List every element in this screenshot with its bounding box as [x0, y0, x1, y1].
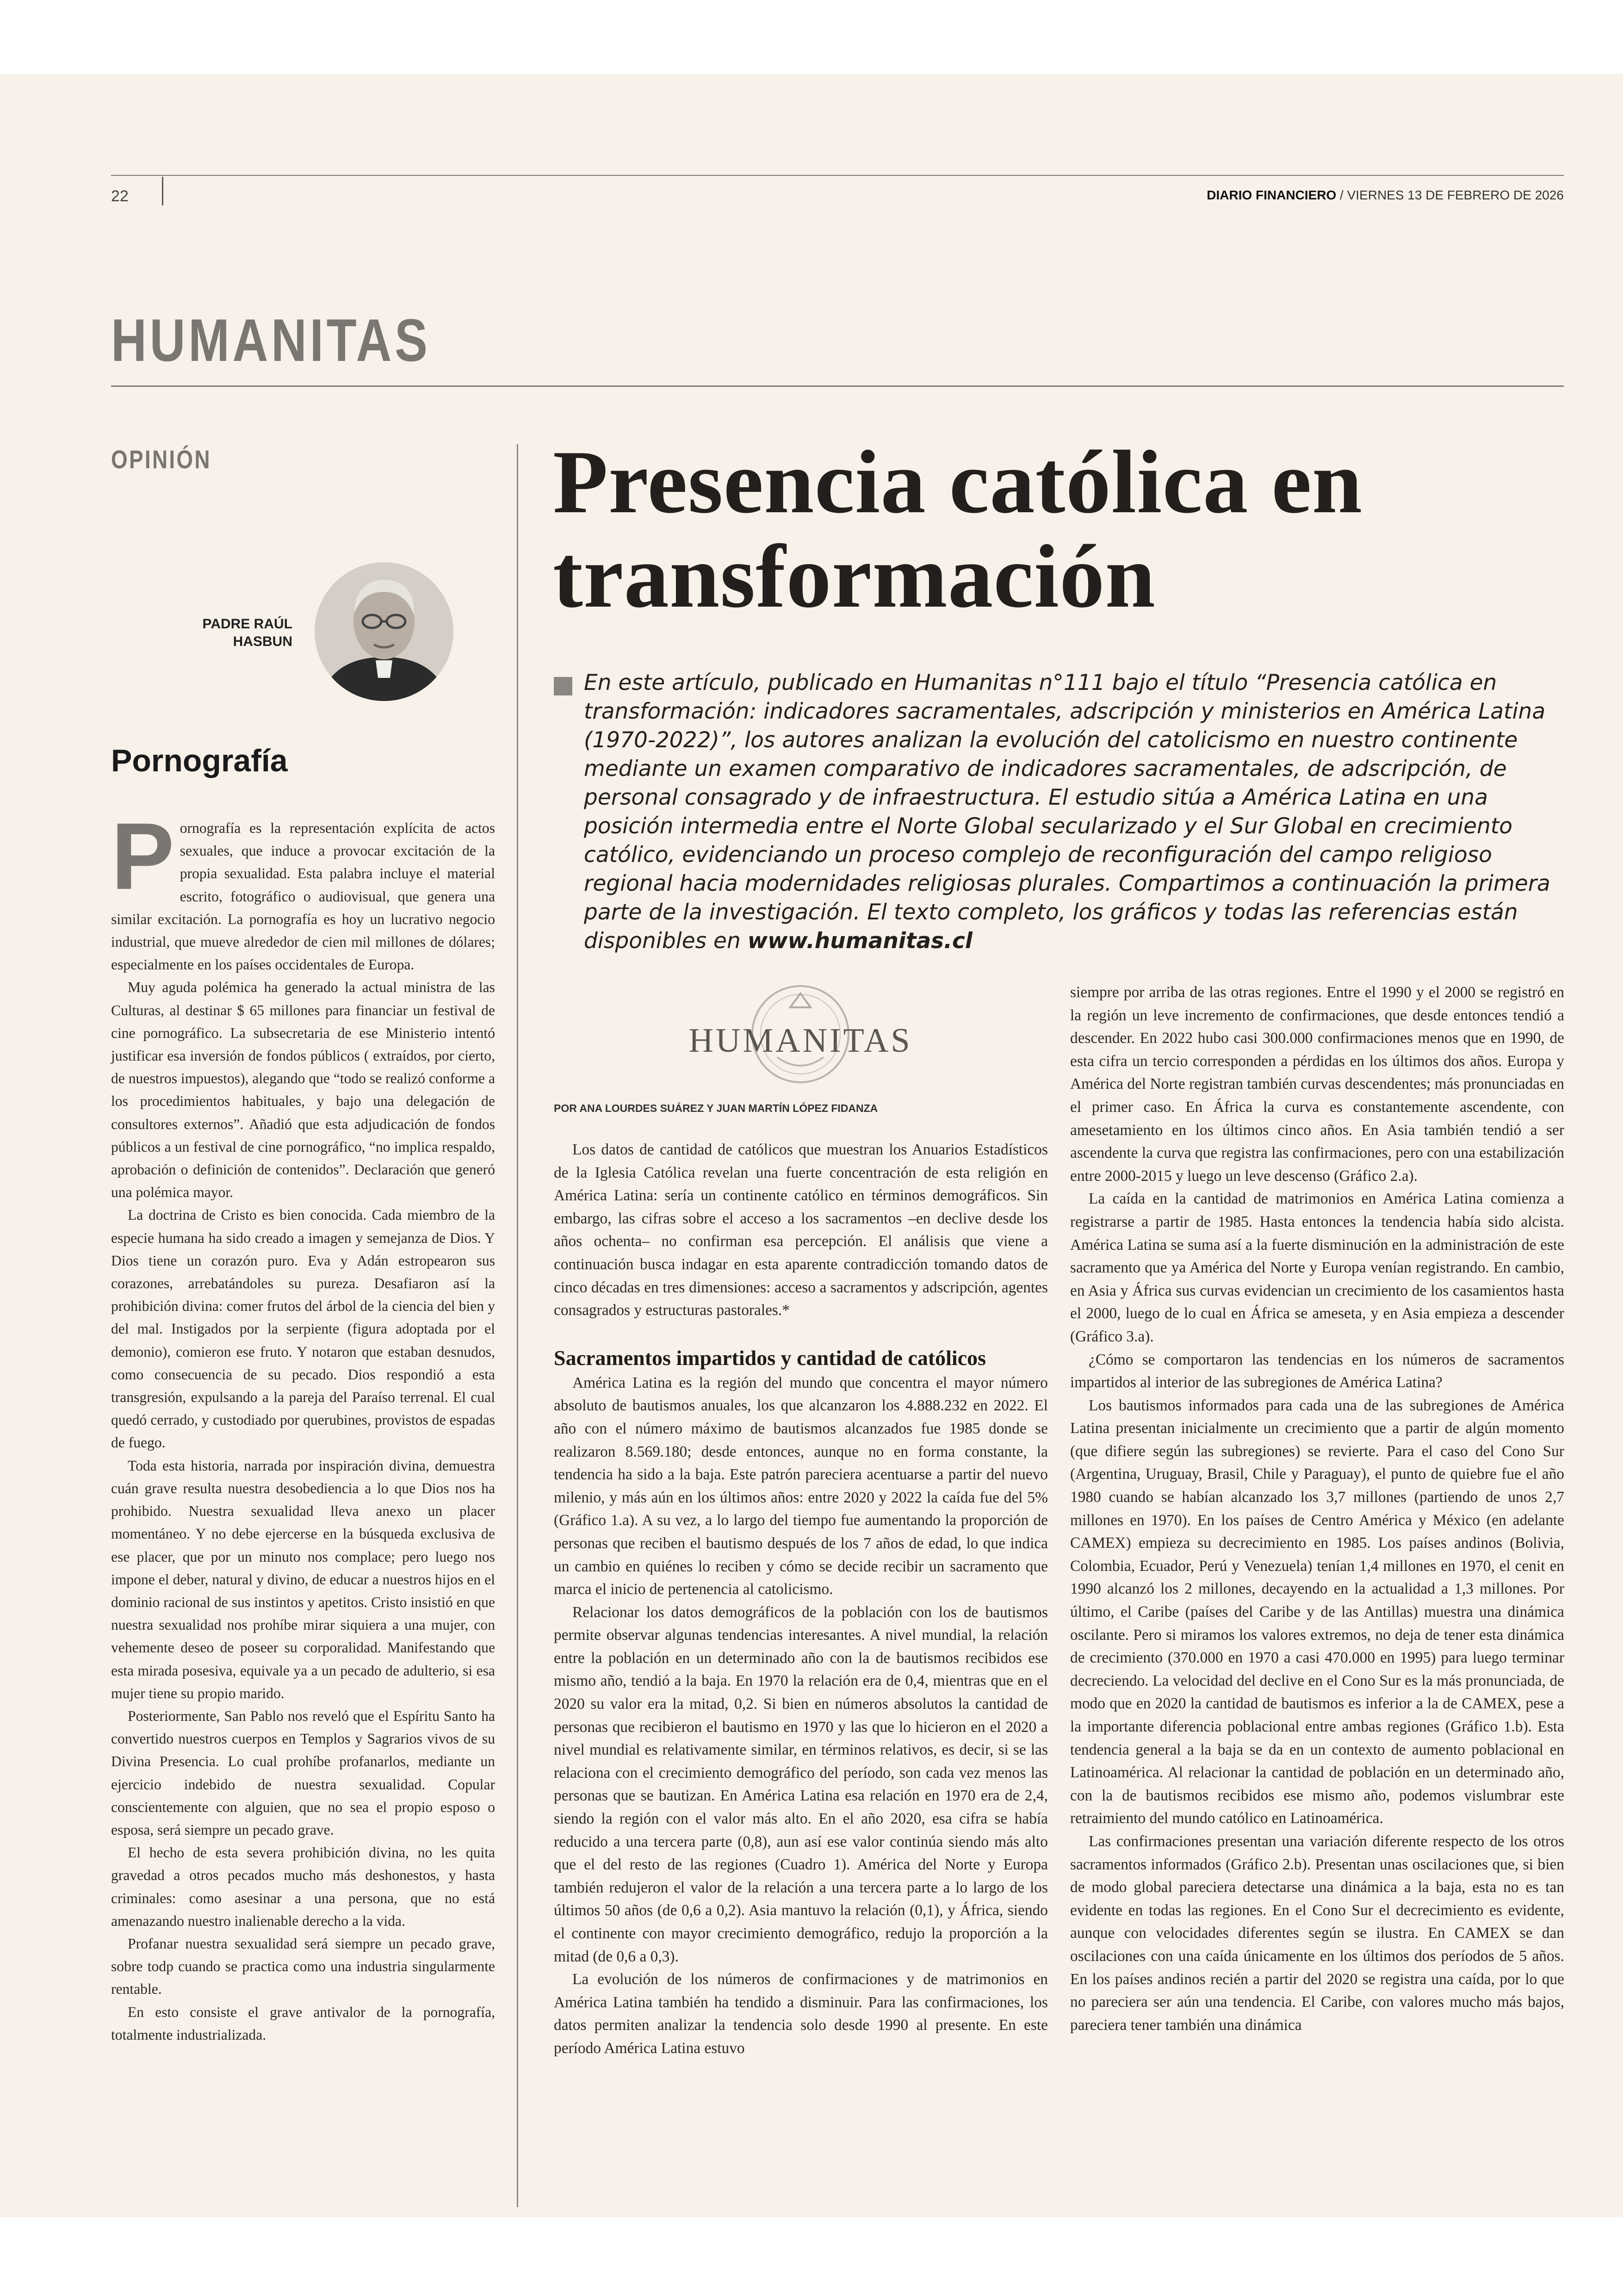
article-title: Presencia católica en transformación [553, 432, 1363, 627]
column-divider [517, 444, 518, 2207]
lead-bullet-square [554, 677, 572, 695]
article-paragraph: La evolución de los números de confirmaciones y de matrimonios en América Latina también ha tendido a disminuir. Para las confirmaciones, los datos permiten analizar la tendencia solo desde 1990 al presente. En este período América Latina estuvo [554, 1971, 1048, 2057]
article-paragraph: Las confirmaciones presentan una variación diferente respecto de los otros sacramentos informados (Gráfico 2.b). Presentan unas oscilaciones que, si bien de modo global pareciera detectarse una dinámica a la baja, esta no es tan evidente en todas las regiones. En el Cono Sur el decrecimiento es evidente, aunque con velocidades diferentes según se ilustra. En CAMEX se dan oscilaciones con una caída únicamente en los últimos dos períodos de 5 años. En los países andinos recién a partir del 2020 se registra una caída, por lo que no pareciera ser aún una tendencia. El Caribe, con valores mucho más bajos, pareciera tener también una dinámica [1070, 1832, 1564, 2034]
opinion-paragraph: Muy aguda polémica ha generado la actual ministra de las Culturas, al destinar $ 65 millones para financiar un festival de cine pornográfico. La subsecretaria de ese Ministerio intentó justificar esa inversión de fondos públicos ( extraídos, por cierto, de nuestros impuestos), alegando que “todo se realizó conforme a los procedimientos habituales, y bajo una delegación de consultores externos”. Añadió que esta adjudicación de fondos públicos a un festival de cine pornográfico, “no implica respaldo, aprobación o definición de contenidos”. Declaración que generó una polémica mayor. [111, 979, 495, 1201]
author-name-line1: PADRE RAÚL [202, 616, 292, 632]
opinion-paragraph-text: ornografía es la representación explícita de actos sexuales, que induce a provocar excitación de la propia sexualidad. Esta palabra incluye el material escrito, fotográfico o audiovisual, que genera una similar excitación. La pornografía es hoy un lucrativo negocio industrial, que mueve alrededor de cien mil millones de dólares; especialmente en los países occidentales de Europa. [111, 820, 495, 973]
article-paragraph: siempre por arriba de las otras regiones. Entre el 1990 y el 2000 se registró en la región un leve incremento de confirmaciones, que desde entonces tendió a descender. En 2022 hubo casi 300.000 confirmaciones menos que en 1990, de esta cifra un tercio corresponden a pérdidas en los últimos dos años. Europa y América del Norte registran también curvas descendentes; más pronunciadas en el primer caso. En África la curva es constantemente ascendente, con amesetamiento en los últimos cinco años. En Asia también tendió a ser ascendente la curva que registra las confirmaciones, pero con una estabilización entre 2000-2015 y luego un leve descenso (Gráfico 2.a). [1070, 984, 1564, 1185]
opinion-body [111, 803, 495, 2046]
section-rule [111, 385, 1564, 387]
article-paragraph: Los datos de cantidad de católicos que muestran los Anuarios Estadísticos de la Iglesia Católica revelan una fuerte concentración de esta religión en América Latina: sería un continente católico en términos demográficos. Sin embargo, las cifras sobre el acceso a los sacramentos –en declive desde los años ochenta– no confirman esa percepción. El análisis que viene a continuación busca indagar en esta aparente contradicción tomando datos de cinco décadas en tres dimensiones: acceso a sacramentos y adscripción, agentes consagrados y estructuras pastorales.* [554, 1141, 1048, 1319]
section-title: HUMANITAS [111, 306, 431, 374]
article-byline: POR ANA LOURDES SUÁREZ Y JUAN MARTÍN LÓPEZ FIDANZA [554, 1102, 878, 1114]
header-top-rule [111, 175, 1564, 176]
article-paragraph: Relacionar los datos demográficos de la población con los de bautismos permite observar algunas tendencias interesantes. A nivel mundial, la relación entre la población en un determinado año con la de bautismos recibidos ese mismo año, tendió a la baja. En 1970 la relación era de 0,4, mientras que en el 2020 su valor era la mitad, 0,2. Si bien en números absolutos la cantidad de personas que recibieron el bautismo en 1970 y las que lo hicieron en el 2020 a nivel mundial es relativamente similar, en términos relativos, es decir, si se las relaciona con el crecimiento demográfico del período, son cada vez menos las personas que se bautizan. En América Latina esa relación en 1970 era de 2,4, siendo la región con el valor más alto. En el año 2020, esa cifra se había reducido a una tercera parte (0,8), aun así ese valor continúa siendo más alto que el del resto de las regiones (Cuadro 1). América del Norte y Europa también redujeron el valor de la relación a una tercera parte a lo largo de los últimos 50 años (de 0,6 a 0,2). Asia mantuvo la relación (0,1), y África, siendo el continente con mayor crecimiento demográfico, redujo la proporción a la mitad (de 0,6 a 0,3). [554, 1603, 1048, 1965]
article-paragraph: La caída en la cantidad de matrimonios en América Latina comienza a registrarse a partir de 1985. Hasta entonces la tendencia había sido alcista. América Latina se suma así a la fuerte disminución en la administración de este sacramento que ya América del Norte y Europa venían registrando. En cambio, en Asia y África sus curvas evidencian un crecimiento de los casamientos hasta el 2000, luego de lo cual en África se ameseta, y en Asia empieza a descender (Gráfico 3.a). [1070, 1190, 1564, 1345]
article-paragraph: ¿Cómo se comportaron las tendencias en los números de sacramentos impartidos al interior de las subregiones de América Latina? [1070, 1351, 1564, 1391]
opinion-title: Pornografía [111, 743, 288, 778]
opinion-paragraph: Toda esta historia, narrada por inspiración divina, demuestra cuán grave resulta nuestra desobediencia a lo que Dios nos ha prohibido. Nuestra sexualidad lleva anexo un placer momentáneo. Y no debe ejercerse en la búsqueda exclusiva de ese placer, que por un minuto nos complace; pero luego nos impone el deber, natural y divino, de educar a nuestros hijos en el dominio racional de sus instintos y apetitos. Cristo insistió en que nuestra sexualidad nos prohíbe mirar siquiera a una mujer, con vehemente deseo de poseer su corporalidad. Manifestando que esta mirada posesiva, equivale ya a un pecado de adulterio, si esa mujer tiene su propio marido. [111, 1457, 495, 1701]
page-number: 22 [111, 187, 129, 205]
header-divider [162, 177, 163, 205]
publication-name: DIARIO FINANCIERO [1207, 188, 1337, 202]
humanitas-logo-text: HUMANITAS [688, 1022, 912, 1060]
humanitas-logo [685, 983, 916, 1085]
opinion-paragraph: Posteriormente, San Pablo nos reveló que el Espíritu Santo ha convertido nuestros cuerpos en Templos y Sagrarios vivos de su Divina Presencia. Lo cual prohíbe profanarlos, mediante un ejercicio indebido de nuestra sexualidad. Copular conscientemente con alguien, que no sea el propio esposo o esposa, será siempre un pecado grave. [111, 1707, 495, 1838]
opinion-paragraph: El hecho de esta severa prohibición divina, no les quita gravedad a otros pecados mucho más deshonestos, y hasta criminales: como asesinar a una persona, que no está amenazando nuestro inalienable derecho a la vida. [111, 1844, 495, 1929]
article-lead [584, 669, 1565, 956]
author-photo [315, 562, 453, 701]
article-column-left [554, 1138, 1048, 2060]
opinion-paragraph: La doctrina de Cristo es bien conocida. Cada miembro de la especie humana ha sido creado a imagen y semejanza de Dios. Y Dios tiene un corazón puro. Eva y Adán estropearon sus corazones, arrebatándoles su pureza. Desafiaron así la prohibición divina: comer frutos del árbol de la ciencia del bien y del mal. Instigados por la serpiente (figura adoptada por el demonio), comieron ese fruto. Y notaron que estaban desnudos, como consecuencia de su pecado. Dios respondió a esta transgresión, expulsando a la pareja del Paraíso terrenal. El cual quedó cerrado, y custodiado por querubines, provistos de espadas de fuego. [111, 1207, 495, 1451]
article-column-right [1070, 981, 1564, 2036]
opinion-paragraph [111, 803, 495, 976]
lead-link[interactable]: www.humanitas.cl [747, 928, 973, 954]
publication-dateline [1207, 188, 1564, 203]
opinion-paragraph: En esto consiste el grave antivalor de la pornografía, totalmente industrializada. [111, 2004, 495, 2043]
issue-date: / VIERNES 13 DE FEBRERO DE 2026 [1340, 188, 1564, 202]
drop-cap: P [111, 803, 174, 909]
newspaper-page [0, 74, 1623, 2217]
author-portrait-illustration [315, 562, 453, 701]
author-name [176, 615, 292, 651]
opinion-paragraph: Profanar nuestra sexualidad será siempre un pecado grave, sobre todp cuando se practica como una industria singularmente rentable. [111, 1935, 495, 1998]
article-paragraph: América Latina es la región del mundo que concentra el mayor número absoluto de bautismos anuales, los que alcanzaron los 4.888.232 en 2022. El año con el número máximo de bautismos alcanzados fue 1985 donde se realizaron 8.569.180; desde entonces, aunque no en forma constante, la tendencia ha sido a la baja. Este patrón pareciera acentuarse a partir del nuevo milenio, y más aún en los últimos años: entre 2020 y 2022 la caída fue del 5% (Gráfico 1.a). A su vez, a lo largo del tiempo fue aumentando la proporción de personas que reciben el bautismo después de los 7 años de edad, lo que indica un cambio en quiénes lo reciben y cómo se decide recibir un sacramento que marca el inicio de pertenencia al catolicismo. [554, 1374, 1048, 1598]
lead-text: En este artículo, publicado en Humanitas n°111 bajo el título “Presencia católica en transformación: indicadores sacramentales, adscripción y ministerios en América Latina (1970-2022)”, los autores analizan la evolución del catolicismo en nuestro continente mediante un examen comparativo de indicadores sacramentales, de adscripción, de personal consagrado y de infraestructura. El estudio sitúa a América Latina en una posición intermedia entre el Norte Global secularizado y el Sur Global en crecimiento católico, evidenciando un proceso complejo de reconfiguración del campo religioso regional hacia modernidades religiosas plurales. Compartimos a continuación la primera parte de la investigación. El texto completo, los gráficos y todas las referencias están disponibles en [584, 670, 1550, 954]
article-paragraph: Los bautismos informados para cada una de las subregiones de América Latina presentan inicialmente un crecimiento que a partir de algún momento (que difiere según las subregiones) se revierte. Para el caso del Cono Sur (Argentina, Uruguay, Brasil, Chile y Paraguay), el punto de quiebre fue el año 1980 cuando se habían alcanzado los 3,7 millones (partiendo de unos 2,7 millones en 1970). En los países de Centro América y México (en adelante CAMEX) empieza su decrecimiento en 1985. Los países andinos (Bolivia, Colombia, Ecuador, Perú y Venezuela) tenían 1,4 millones en 1970, el cenit en 1990 alcanzó los 2 millones, decayendo en la actualidad a 1,3 millones. Por último, el Caribe (países del Caribe y de las Antillas) muestra una dinámica oscilante. Pero si miramos los valores extremos, no deja de tener esta dinámica de crecimiento (370.000 en 1970 a casi 470.000 en 1995) para luego terminar decreciendo. La velocidad del declive en el Cono Sur es la más pronunciada, de modo que en 2020 la cantidad de bautismos es inferior a la de CAMEX, pese a la importante diferencia poblacional entre ambas regiones (Gráfico 1.b). Esta tendencia general a la baja se da en un contexto de aumento poblacional en Latinoamérica. Al relacionar la cantidad de población en un determinado año, con la de bautismos recibidos ese mismo año, podemos vislumbrar este retraimiento del mundo católico en Latinoamérica. [1070, 1396, 1564, 1827]
author-name-line2: HASBUN [233, 634, 292, 649]
opinion-label: OPINIÓN [111, 445, 211, 474]
article-subheading: Sacramentos impartidos y cantidad de católicos [554, 1346, 986, 1370]
